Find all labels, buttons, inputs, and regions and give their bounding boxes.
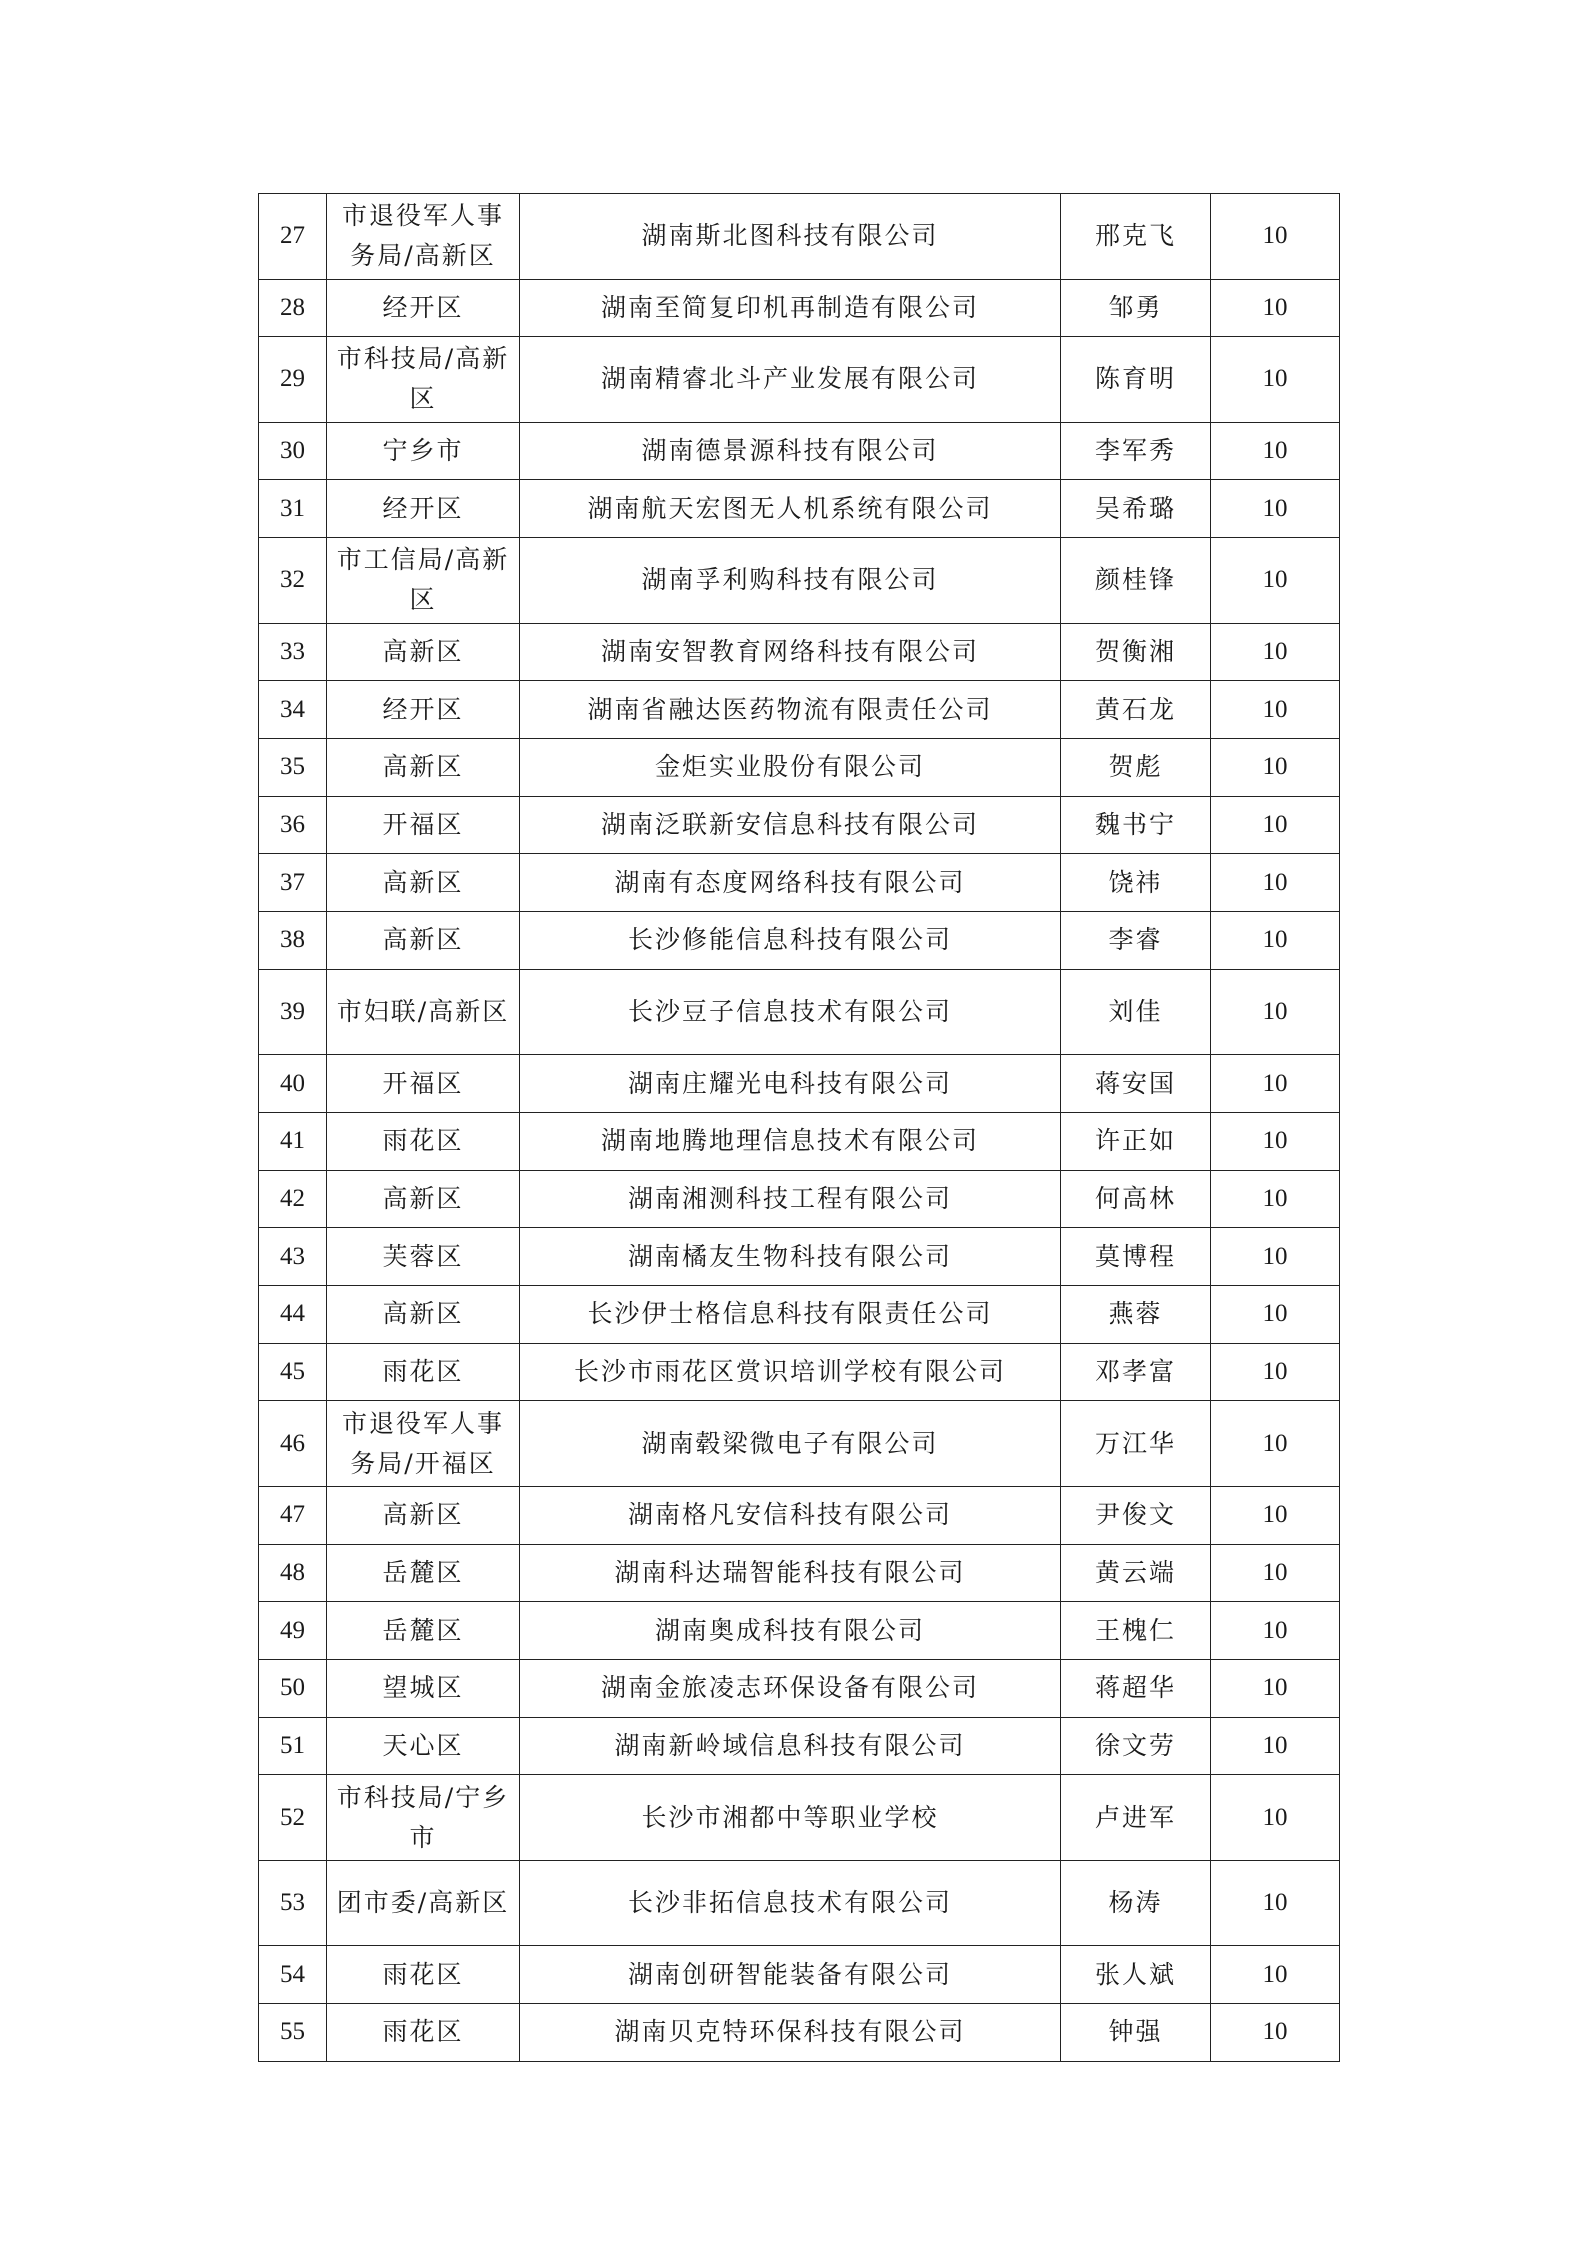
table-row (259, 1717, 1340, 1775)
table-row (259, 1659, 1340, 1717)
region-cell: 高新区 (327, 1170, 520, 1228)
company-name-cell: 长沙非拓信息技术有限公司 (520, 1860, 1061, 1946)
region-cell: 市科技局/高新区 (327, 337, 520, 423)
row-number-cell: 40 (259, 1055, 327, 1113)
company-name-cell: 湖南地腾地理信息技术有限公司 (520, 1112, 1061, 1170)
score-cell: 10 (1211, 194, 1340, 280)
row-number-cell: 46 (259, 1401, 327, 1487)
table-row (259, 538, 1340, 624)
company-name-cell: 湖南金旅凌志环保设备有限公司 (520, 1659, 1061, 1717)
table-row (259, 1343, 1340, 1401)
table-row (259, 1860, 1340, 1946)
table-row (259, 1946, 1340, 2004)
company-name-cell: 湖南有态度网络科技有限公司 (520, 854, 1061, 912)
company-name-cell: 湖南贝克特环保科技有限公司 (520, 2003, 1061, 2061)
table-body (259, 194, 1340, 2062)
company-name-cell: 湖南新岭域信息科技有限公司 (520, 1717, 1061, 1775)
region-cell: 团市委/高新区 (327, 1860, 520, 1946)
region-cell: 经开区 (327, 480, 520, 538)
row-number-cell: 52 (259, 1775, 327, 1861)
company-name-cell: 湖南至简复印机再制造有限公司 (520, 279, 1061, 337)
company-name-cell: 湖南格凡安信科技有限公司 (520, 1486, 1061, 1544)
score-cell: 10 (1211, 1860, 1340, 1946)
region-cell: 岳麓区 (327, 1602, 520, 1660)
score-cell: 10 (1211, 422, 1340, 480)
person-name-cell: 刘佳 (1061, 969, 1211, 1055)
row-number-cell: 55 (259, 2003, 327, 2061)
score-cell: 10 (1211, 1717, 1340, 1775)
person-name-cell: 邹勇 (1061, 279, 1211, 337)
row-number-cell: 27 (259, 194, 327, 280)
region-cell: 市妇联/高新区 (327, 969, 520, 1055)
row-number-cell: 41 (259, 1112, 327, 1170)
score-cell: 10 (1211, 1544, 1340, 1602)
table-row (259, 480, 1340, 538)
row-number-cell: 48 (259, 1544, 327, 1602)
person-name-cell: 黄云端 (1061, 1544, 1211, 1602)
region-cell: 芙蓉区 (327, 1228, 520, 1286)
table-row (259, 1544, 1340, 1602)
score-cell: 10 (1211, 279, 1340, 337)
award-list-table (258, 193, 1340, 2062)
person-name-cell: 张人斌 (1061, 1946, 1211, 2004)
person-name-cell: 蒋安国 (1061, 1055, 1211, 1113)
region-cell: 雨花区 (327, 2003, 520, 2061)
company-name-cell: 长沙修能信息科技有限公司 (520, 912, 1061, 970)
row-number-cell: 47 (259, 1486, 327, 1544)
table-row (259, 279, 1340, 337)
company-name-cell: 湖南毂梁微电子有限公司 (520, 1401, 1061, 1487)
region-cell: 高新区 (327, 738, 520, 796)
region-cell: 宁乡市 (327, 422, 520, 480)
score-cell: 10 (1211, 1343, 1340, 1401)
row-number-cell: 32 (259, 538, 327, 624)
row-number-cell: 43 (259, 1228, 327, 1286)
company-name-cell: 湖南德景源科技有限公司 (520, 422, 1061, 480)
company-name-cell: 湖南创研智能装备有限公司 (520, 1946, 1061, 2004)
row-number-cell: 28 (259, 279, 327, 337)
row-number-cell: 31 (259, 480, 327, 538)
score-cell: 10 (1211, 796, 1340, 854)
company-name-cell: 湖南省融达医药物流有限责任公司 (520, 681, 1061, 739)
table-row (259, 1401, 1340, 1487)
person-name-cell: 莫博程 (1061, 1228, 1211, 1286)
person-name-cell: 邢克飞 (1061, 194, 1211, 280)
region-cell: 高新区 (327, 1285, 520, 1343)
company-name-cell: 湖南泛联新安信息科技有限公司 (520, 796, 1061, 854)
region-cell: 高新区 (327, 854, 520, 912)
person-name-cell: 贺衡湘 (1061, 623, 1211, 681)
region-cell: 望城区 (327, 1659, 520, 1717)
region-cell: 高新区 (327, 1486, 520, 1544)
region-cell: 市工信局/高新区 (327, 538, 520, 624)
table-row (259, 337, 1340, 423)
table-row (259, 1285, 1340, 1343)
person-name-cell: 许正如 (1061, 1112, 1211, 1170)
company-name-cell: 湖南庄耀光电科技有限公司 (520, 1055, 1061, 1113)
row-number-cell: 44 (259, 1285, 327, 1343)
score-cell: 10 (1211, 1228, 1340, 1286)
score-cell: 10 (1211, 681, 1340, 739)
company-name-cell: 湖南橘友生物科技有限公司 (520, 1228, 1061, 1286)
company-name-cell: 湖南斯北图科技有限公司 (520, 194, 1061, 280)
score-cell: 10 (1211, 1112, 1340, 1170)
person-name-cell: 蒋超华 (1061, 1659, 1211, 1717)
table-row (259, 738, 1340, 796)
person-name-cell: 贺彪 (1061, 738, 1211, 796)
region-cell: 市退役军人事务局/高新区 (327, 194, 520, 280)
score-cell: 10 (1211, 1602, 1340, 1660)
score-cell: 10 (1211, 538, 1340, 624)
person-name-cell: 魏书宁 (1061, 796, 1211, 854)
table-row (259, 854, 1340, 912)
region-cell: 雨花区 (327, 1343, 520, 1401)
row-number-cell: 50 (259, 1659, 327, 1717)
region-cell: 开福区 (327, 1055, 520, 1113)
score-cell: 10 (1211, 1170, 1340, 1228)
table-row (259, 1775, 1340, 1861)
region-cell: 岳麓区 (327, 1544, 520, 1602)
row-number-cell: 34 (259, 681, 327, 739)
company-name-cell: 湖南航天宏图无人机系统有限公司 (520, 480, 1061, 538)
person-name-cell: 黄石龙 (1061, 681, 1211, 739)
table-row (259, 623, 1340, 681)
person-name-cell: 李军秀 (1061, 422, 1211, 480)
table-row (259, 1486, 1340, 1544)
score-cell: 10 (1211, 480, 1340, 538)
row-number-cell: 36 (259, 796, 327, 854)
person-name-cell: 陈育明 (1061, 337, 1211, 423)
row-number-cell: 37 (259, 854, 327, 912)
company-name-cell: 长沙市湘都中等职业学校 (520, 1775, 1061, 1861)
table-row (259, 422, 1340, 480)
company-name-cell: 长沙市雨花区赏识培训学校有限公司 (520, 1343, 1061, 1401)
score-cell: 10 (1211, 623, 1340, 681)
region-cell: 开福区 (327, 796, 520, 854)
company-name-cell: 长沙豆子信息技术有限公司 (520, 969, 1061, 1055)
region-cell: 高新区 (327, 623, 520, 681)
person-name-cell: 吴希璐 (1061, 480, 1211, 538)
table-row (259, 1228, 1340, 1286)
company-name-cell: 湖南湘测科技工程有限公司 (520, 1170, 1061, 1228)
person-name-cell: 杨涛 (1061, 1860, 1211, 1946)
company-name-cell: 湖南科达瑞智能科技有限公司 (520, 1544, 1061, 1602)
person-name-cell: 何高林 (1061, 1170, 1211, 1228)
row-number-cell: 39 (259, 969, 327, 1055)
score-cell: 10 (1211, 1659, 1340, 1717)
person-name-cell: 万江华 (1061, 1401, 1211, 1487)
row-number-cell: 42 (259, 1170, 327, 1228)
table-row (259, 681, 1340, 739)
table-row (259, 2003, 1340, 2061)
table-row (259, 1055, 1340, 1113)
score-cell: 10 (1211, 912, 1340, 970)
table-row (259, 1602, 1340, 1660)
person-name-cell: 燕蓉 (1061, 1285, 1211, 1343)
company-name-cell: 湖南奥成科技有限公司 (520, 1602, 1061, 1660)
score-cell: 10 (1211, 1285, 1340, 1343)
person-name-cell: 钟强 (1061, 2003, 1211, 2061)
score-cell: 10 (1211, 2003, 1340, 2061)
company-name-cell: 长沙伊士格信息科技有限责任公司 (520, 1285, 1061, 1343)
row-number-cell: 49 (259, 1602, 327, 1660)
person-name-cell: 邓孝富 (1061, 1343, 1211, 1401)
score-cell: 10 (1211, 738, 1340, 796)
table-row (259, 194, 1340, 280)
score-cell: 10 (1211, 1055, 1340, 1113)
region-cell: 经开区 (327, 279, 520, 337)
table-row (259, 912, 1340, 970)
person-name-cell: 徐文劳 (1061, 1717, 1211, 1775)
company-name-cell: 湖南精睿北斗产业发展有限公司 (520, 337, 1061, 423)
region-cell: 市退役军人事务局/开福区 (327, 1401, 520, 1487)
score-cell: 10 (1211, 337, 1340, 423)
row-number-cell: 35 (259, 738, 327, 796)
region-cell: 雨花区 (327, 1112, 520, 1170)
person-name-cell: 卢进军 (1061, 1775, 1211, 1861)
region-cell: 高新区 (327, 912, 520, 970)
row-number-cell: 53 (259, 1860, 327, 1946)
region-cell: 市科技局/宁乡市 (327, 1775, 520, 1861)
person-name-cell: 李睿 (1061, 912, 1211, 970)
score-cell: 10 (1211, 1401, 1340, 1487)
row-number-cell: 38 (259, 912, 327, 970)
score-cell: 10 (1211, 854, 1340, 912)
company-name-cell: 金炬实业股份有限公司 (520, 738, 1061, 796)
table-row (259, 796, 1340, 854)
company-name-cell: 湖南孚利购科技有限公司 (520, 538, 1061, 624)
table-row (259, 1170, 1340, 1228)
person-name-cell: 尹俊文 (1061, 1486, 1211, 1544)
row-number-cell: 54 (259, 1946, 327, 2004)
person-name-cell: 颜桂锋 (1061, 538, 1211, 624)
score-cell: 10 (1211, 1946, 1340, 2004)
region-cell: 经开区 (327, 681, 520, 739)
row-number-cell: 51 (259, 1717, 327, 1775)
person-name-cell: 饶祎 (1061, 854, 1211, 912)
region-cell: 雨花区 (327, 1946, 520, 2004)
score-cell: 10 (1211, 969, 1340, 1055)
row-number-cell: 33 (259, 623, 327, 681)
row-number-cell: 29 (259, 337, 327, 423)
row-number-cell: 45 (259, 1343, 327, 1401)
region-cell: 天心区 (327, 1717, 520, 1775)
table-row (259, 969, 1340, 1055)
score-cell: 10 (1211, 1775, 1340, 1861)
table-row (259, 1112, 1340, 1170)
score-cell: 10 (1211, 1486, 1340, 1544)
row-number-cell: 30 (259, 422, 327, 480)
company-name-cell: 湖南安智教育网络科技有限公司 (520, 623, 1061, 681)
person-name-cell: 王槐仁 (1061, 1602, 1211, 1660)
